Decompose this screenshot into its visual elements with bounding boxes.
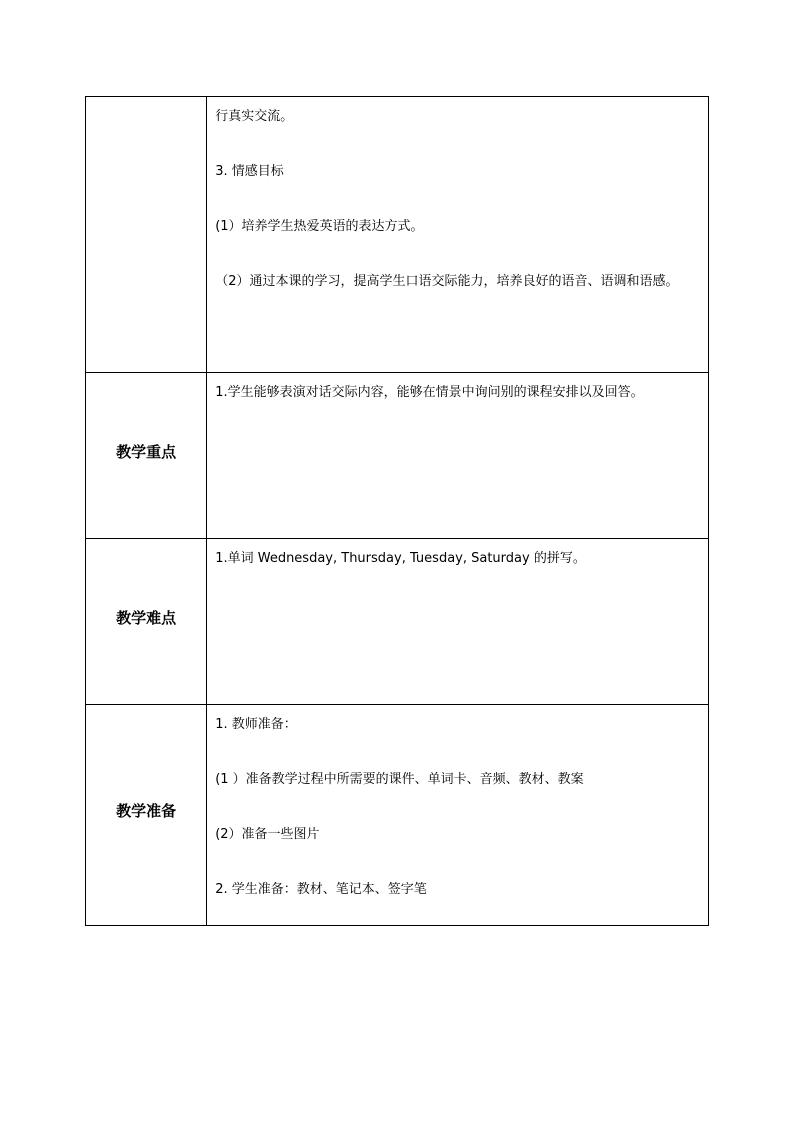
content-line: (2）准备一些图片 [215,827,320,842]
row-label: 教学准备 [86,705,207,926]
content-line: (1 ）准备教学过程中所需要的课件、单词卡、音频、教材、教案 [215,772,584,787]
row-label [86,97,207,373]
content-line: (1）培养学生热爱英语的表达方式。 [215,219,424,234]
row-content [207,97,709,373]
content-line: 2. 学生准备：教材、笔记本、签字笔 [215,882,427,897]
table-row-key-points [86,373,709,539]
lesson-plan-table [85,96,709,926]
row-label: 教学重点 [86,373,207,539]
row-content [207,705,709,926]
content-line: 行真实交流。 [215,109,294,124]
content-line: 1.学生能够表演对话交际内容，能够在情景中询问别的课程安排以及回答。 [215,385,644,400]
table-row-preparation [86,705,709,926]
content-line: （2）通过本课的学习，提高学生口语交际能力，培养良好的语音、语调和语感。 [215,274,679,289]
table-row-emotional-goals [86,97,709,373]
row-content [207,373,709,539]
content-line: 1.单词 Wednesday, Thursday, Tuesday, Saturday 的拼写。 [215,551,586,566]
table-row-difficulties [86,539,709,705]
row-label: 教学难点 [86,539,207,705]
row-content [207,539,709,705]
content-line: 3. 情感目标 [215,164,284,179]
content-line: 1. 教师准备： [215,717,297,732]
